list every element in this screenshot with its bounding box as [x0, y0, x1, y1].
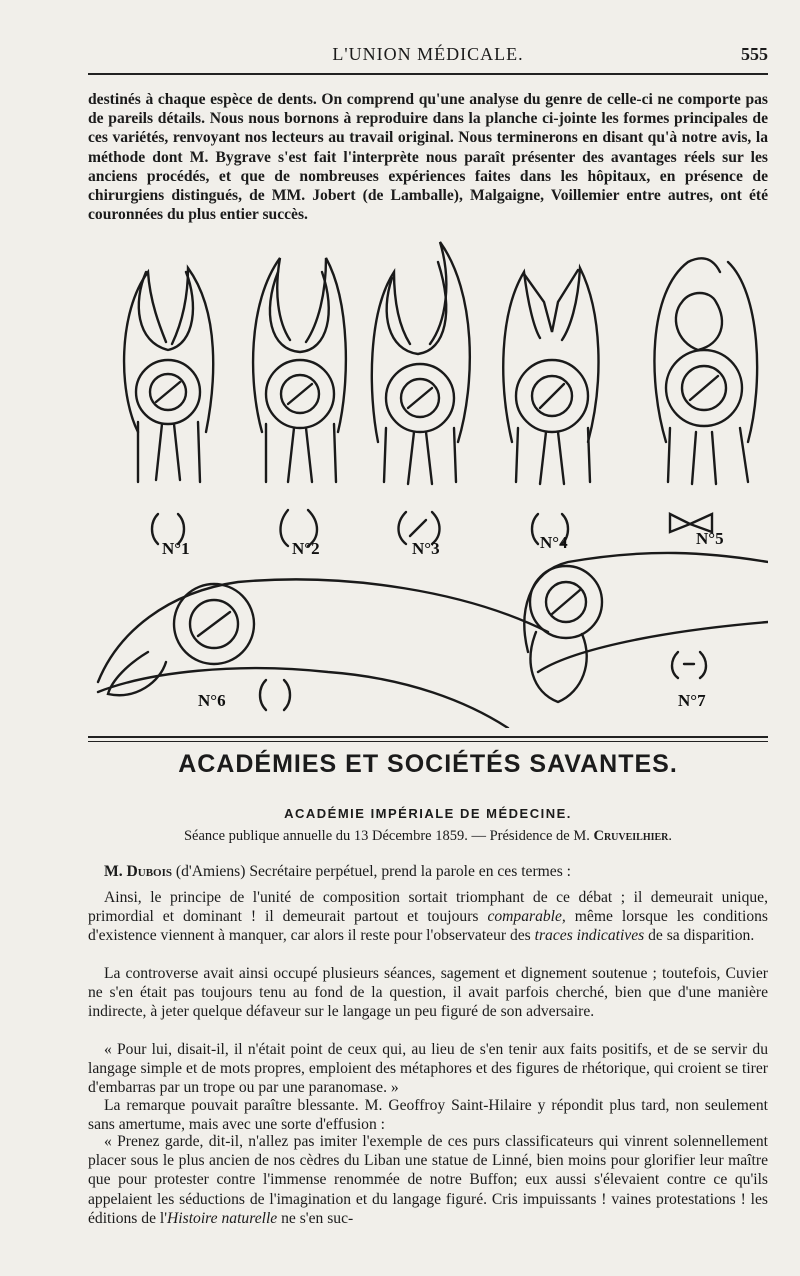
forceps-3: [372, 242, 470, 484]
paragraph-6: [88, 1132, 768, 1228]
speaker-name: M. Dubois: [104, 863, 173, 880]
section-rule-thin: [88, 741, 768, 742]
forceps-6: [98, 579, 548, 728]
figure-label-7: N°7: [678, 691, 706, 710]
figure-label-5: N°5: [696, 529, 724, 548]
paragraph-1-text: (d'Amiens) Secrétaire perpétuel, prend la parole en ces termes :: [172, 863, 571, 880]
figure-label-6: N°6: [198, 691, 226, 710]
session-line: [88, 828, 768, 845]
paragraph-2: [88, 888, 768, 946]
paragraph-4: « Pour lui, disait-il, il n'était point de ceux qui, au lieu de s'en tenir aux faits positifs, et de se servir du langage simple et de mots propres, emploient des métaphores et des figures de rhétorique, qui croient se tirer d'embarras par un trope ou par une paranomase. »: [88, 1041, 768, 1097]
forceps-7: [524, 553, 768, 702]
figure-label-1: N°1: [162, 539, 190, 558]
forceps-plate: [88, 232, 768, 728]
paragraph-2-a: Ainsi, le principe de l'unité de composition sortait triomphant de ce débat ; il demeurait unique, primordial et dominant ! il demeurait partout et toujours: [88, 889, 768, 926]
running-head: [88, 40, 768, 68]
forceps-4: [503, 268, 598, 484]
paragraph-2-italic-1: comparable,: [487, 908, 566, 926]
forceps-1: [124, 268, 213, 482]
section-title: ACADÉMIES ET SOCIÉTÉS SAVANTES.: [178, 750, 678, 778]
paragraph-6-b: ne s'en suc-: [277, 1209, 354, 1227]
paragraph-1: [88, 862, 768, 881]
session-president: Cruveilhier: [593, 828, 669, 844]
paragraph-2-c: de sa disparition.: [644, 927, 755, 945]
intro-paragraph: destinés à chaque espèce de dents. On comprend qu'une analyse du genre de celle-ci ne comporte pas de pareils détails. Nous nous bornons à reproduire dans la planche ci-jointe les formes principales de ces variétés, renvoyant nos lecteurs au travail original. Nous terminerons en disant qu'à notre avis, la méthode dont M. Bygrave s'est fait l'interprète nous paraît présenter des avantages réels sur les anciens procédés, et que de nombreuses expériences faites dans les hôpitaux, en présence de chirurgiens distingués, de MM. Jobert (de Lamballe), Malgaigne, Voillemier entre autres, ont été couronnées du plus entier succès.: [88, 91, 768, 224]
page-number: 555: [741, 44, 768, 64]
forceps-5: [654, 258, 757, 484]
academy-title: ACADÉMIE IMPÉRIALE DE MÉDECINE.: [284, 806, 572, 821]
forceps-illustration: [88, 232, 768, 728]
paragraph-3: La controverse avait ainsi occupé plusieurs séances, sagement et dignement soutenue ; toutefois, Cuvier ne s'en était pas toujours tenu au fond de la question, il avait parfois cherché, bien que d'une manière indirecte, à jeter quelque défaveur sur le langage un peu figuré de son adversaire.: [88, 965, 768, 1021]
running-title: L'UNION MÉDICALE.: [332, 44, 524, 64]
figure-label-3: N°3: [412, 539, 440, 558]
figure-label-2: N°2: [292, 539, 320, 558]
paragraph-6-a: « Prenez garde, dit-il, n'allez pas imiter l'exemple de ces purs classificateurs qui vinrent solennellement placer sous le plus ancien de nos cèdres du Liban une statue de Linné, bien moins pour glorifier leur maître que pour protester contre l'immense renommée de notre Buffon; eux aussi s'élevaient contre ce qu'ils appelaient les séductions de l'imagination et du langage figuré. Cris impuissants ! vaines protestations ! les éditions de l': [88, 1133, 768, 1227]
section-rule-thick: [88, 736, 768, 738]
paragraph-6-italic: Histoire naturelle: [167, 1209, 278, 1227]
session-prefix: Séance publique annuelle du 13 Décembre 1859. — Présidence de M.: [183, 828, 590, 844]
paragraph-5: La remarque pouvait paraître blessante. M. Geoffroy Saint-Hilaire y répondit plus tard, non seulement sans amertume, mais avec une sorte d'effusion :: [88, 1097, 768, 1134]
header-rule: [88, 73, 768, 75]
forceps-2: [253, 258, 346, 482]
session-suffix: .: [668, 828, 673, 844]
paragraph-2-b: même lorsque les conditions d'existence viennent à manquer, car alors il reste pour l'observateur des: [88, 908, 768, 945]
figure-label-4: N°4: [540, 533, 568, 552]
paragraph-2-italic-2: traces indicatives: [534, 927, 645, 945]
